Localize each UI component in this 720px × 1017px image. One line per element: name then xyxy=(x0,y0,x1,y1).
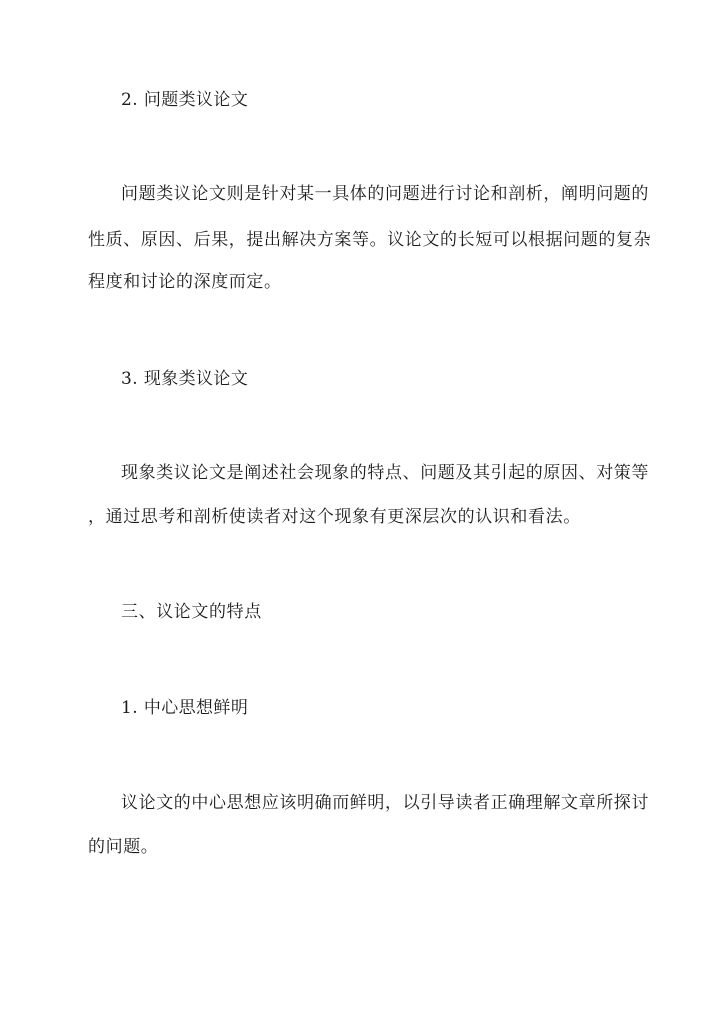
paragraph-problem-line-1: 问题类议论文则是针对某一具体的问题进行讨论和剖析，阐明问题的 xyxy=(121,184,649,204)
heading-clear-central-idea: 1. 中心思想鲜明 xyxy=(121,698,249,718)
heading-essay-features: 三、议论文的特点 xyxy=(121,602,262,622)
heading-phenomenon-essay: 3. 现象类议论文 xyxy=(121,369,249,389)
paragraph-phenomenon-line-1: 现象类议论文是阐述社会现象的特点、问题及其引起的原因、对策等 xyxy=(121,463,649,483)
paragraph-central-idea-line-1: 议论文的中心思想应该明确而鲜明，以引导读者正确理解文章所探讨 xyxy=(121,793,649,813)
paragraph-problem-line-2: 性质、原因、后果，提出解决方案等。议论文的长短可以根据问题的复杂 xyxy=(88,230,652,250)
heading-problem-essay: 2. 问题类议论文 xyxy=(121,90,249,110)
paragraph-phenomenon-line-2: ，通过思考和剖析使读者对这个现象有更深层次的认识和看法。 xyxy=(88,507,581,527)
paragraph-problem-line-3: 程度和讨论的深度而定。 xyxy=(88,272,282,292)
paragraph-central-idea-line-2: 的问题。 xyxy=(88,837,159,857)
